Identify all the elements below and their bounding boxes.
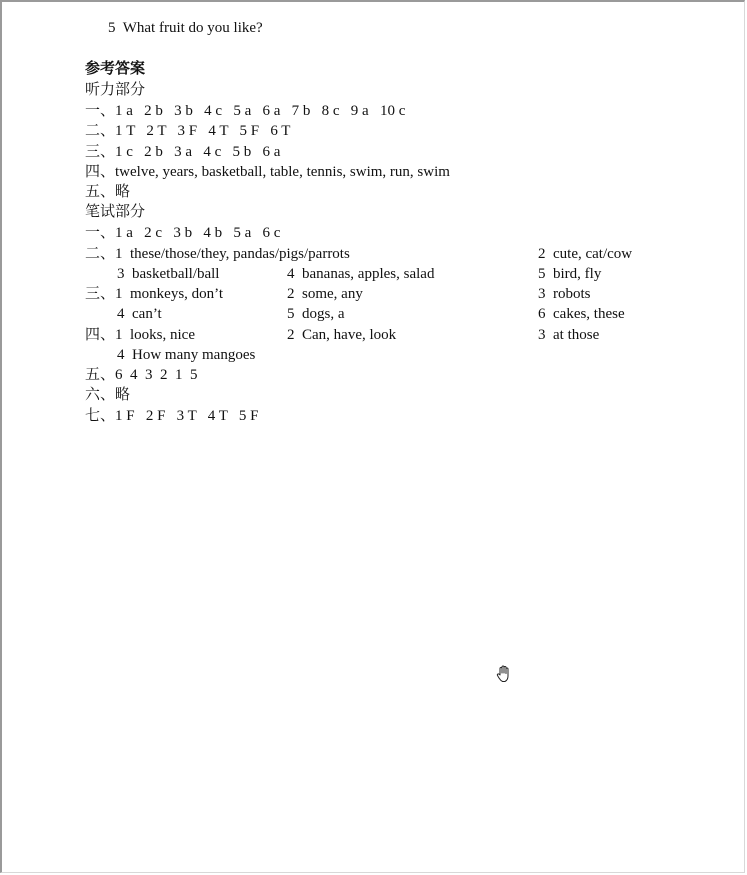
writing-answer-3-item-4: 4 can’t	[117, 306, 162, 322]
writing-answer-1: 一、1 a 2 c 3 b 4 b 5 a 6 c	[85, 225, 281, 241]
listening-answer-5: 五、略	[85, 184, 131, 200]
listening-answer-1: 一、1 a 2 b 3 b 4 c 5 a 6 a 7 b 8 c 9 a 10 c	[85, 103, 406, 119]
writing-answer-2-item-1: 二、1 these/those/they, pandas/pigs/parrots	[85, 246, 350, 262]
writing-answer-4-item-3: 3 at those	[538, 327, 600, 343]
listening-section-title: 听力部分	[85, 82, 146, 98]
writing-answer-4-item-1: 四、1 looks, nice	[85, 327, 195, 343]
writing-answer-3-item-3: 3 robots	[538, 286, 591, 302]
writing-answer-3-item-1: 三、1 monkeys, don’t	[85, 286, 224, 302]
writing-answer-2-item-2: 2 cute, cat/cow	[538, 246, 633, 262]
listening-answer-2: 二、1 T 2 T 3 F 4 T 5 F 6 T	[85, 123, 291, 139]
listening-answer-4: 四、twelve, years, basketball, table, tennis, swim, run, swim	[85, 164, 450, 180]
writing-answer-7: 七、1 F 2 F 3 T 4 T 5 F	[85, 408, 259, 424]
writing-section-title: 笔试部分	[85, 204, 146, 220]
writing-answer-2-item-5: 5 bird, fly	[538, 266, 602, 282]
answer-key-heading: 参考答案	[85, 61, 146, 77]
writing-answer-4-item-4: 4 How many mangoes	[117, 347, 256, 363]
writing-answer-3-item-6: 6 cakes, these	[538, 306, 625, 322]
writing-answer-3-item-5: 5 dogs, a	[287, 306, 345, 322]
listening-answer-3: 三、1 c 2 b 3 a 4 c 5 b 6 a	[85, 144, 281, 160]
writing-answer-3-item-2: 2 some, any	[287, 286, 363, 302]
writing-answer-4-item-2: 2 Can, have, look	[287, 327, 397, 343]
writing-answer-6: 六、略	[85, 387, 131, 403]
hand-cursor-icon	[494, 664, 514, 684]
writing-answer-2-item-4: 4 bananas, apples, salad	[287, 266, 435, 282]
writing-answer-5: 五、6 4 3 2 1 5	[85, 367, 198, 383]
question-line: 5 What fruit do you like?	[108, 20, 263, 36]
writing-answer-2-item-3: 3 basketball/ball	[117, 266, 220, 282]
